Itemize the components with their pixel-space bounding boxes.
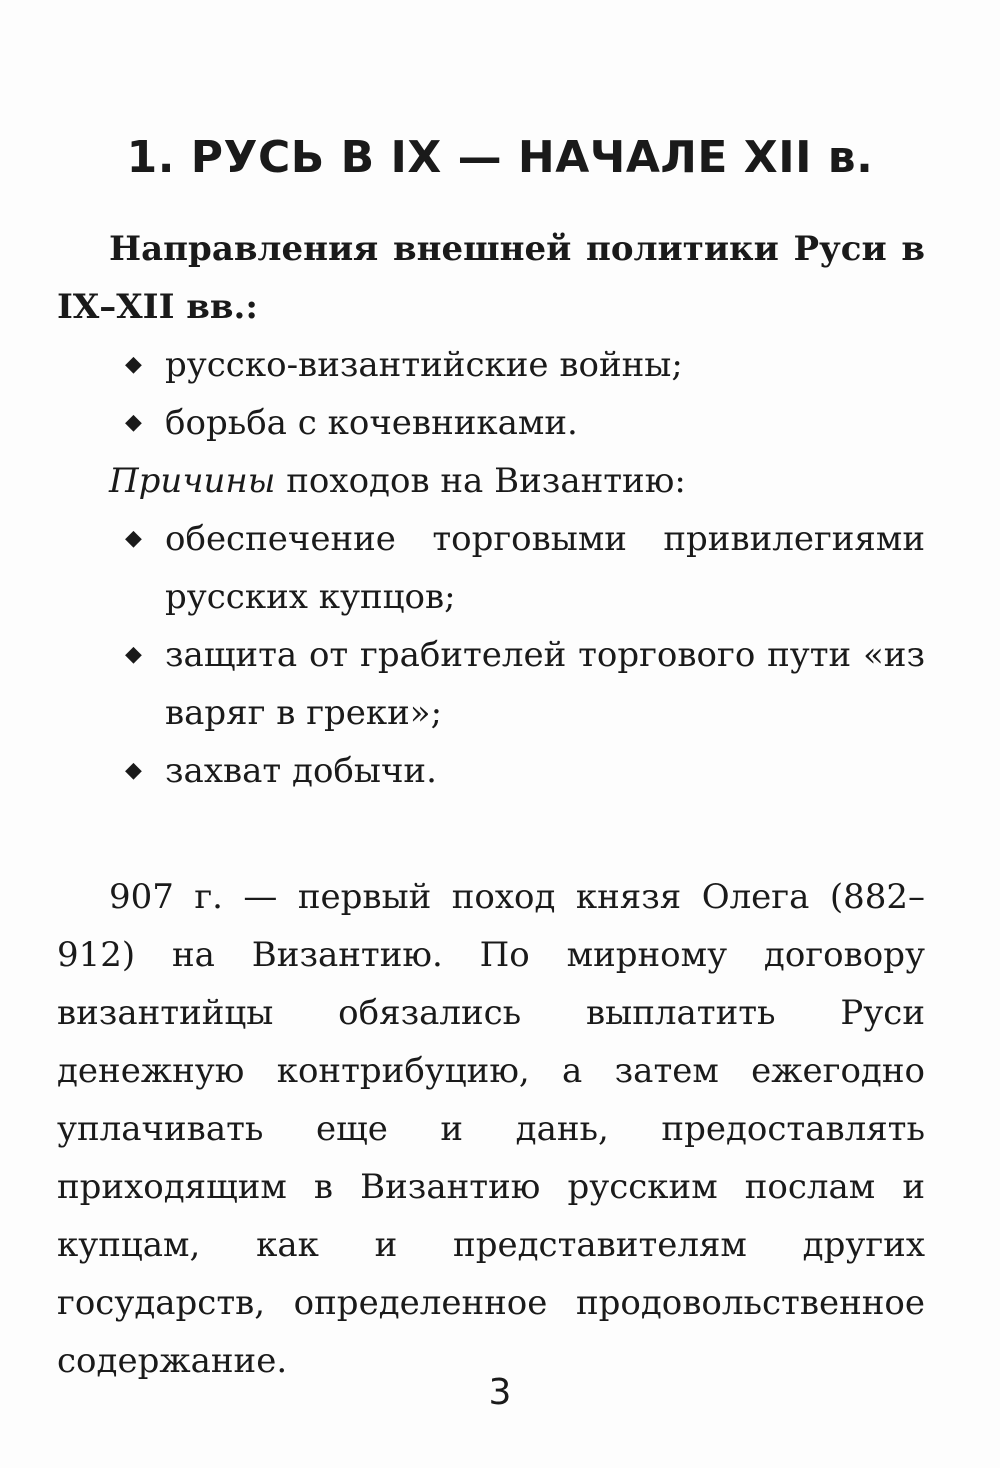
list-item bbox=[57, 510, 925, 626]
reasons-label-rest: походов на Византию: bbox=[275, 461, 686, 501]
list-item-text: захват добычи. bbox=[165, 751, 437, 791]
list-item bbox=[57, 626, 925, 742]
diamond-bullet-icon: ◆ bbox=[125, 526, 142, 551]
foreign-policy-heading: Направления внешней политики Руси в IX–XII вв.: bbox=[57, 229, 925, 327]
page-number: 3 bbox=[488, 1372, 512, 1413]
diamond-bullet-icon: ◆ bbox=[125, 410, 142, 435]
diamond-bullet-icon: ◆ bbox=[125, 642, 142, 667]
list-item-text: обеспечение торговыми привилегиями русских купцов; bbox=[165, 519, 925, 617]
diamond-bullet-icon: ◆ bbox=[125, 352, 142, 377]
list-item-text: русско-византийские войны; bbox=[165, 345, 683, 385]
list-item bbox=[57, 336, 925, 394]
list-item-text: защита от грабителей торгового пути «из варяг в греки»; bbox=[165, 635, 925, 733]
list-item-text: борьба с кочевниками. bbox=[165, 403, 578, 443]
campaign-reasons-list bbox=[57, 510, 925, 800]
campaign-reasons-label bbox=[57, 452, 925, 510]
oleg-campaign-paragraph: 907 г. — первый поход князя Олега (882–912) на Византию. По мирному договору византийцы обязались выплатить Руси денежную контрибуцию, а затем ежегодно уплачивать еще и дань, предоставлять приходящим в Византию русским послам и купцам, как и представителям других государств, определенное продовольственное содержание. bbox=[57, 877, 925, 1381]
list-item bbox=[57, 394, 925, 452]
diamond-bullet-icon: ◆ bbox=[125, 758, 142, 783]
foreign-policy-directions-list bbox=[57, 336, 925, 452]
list-item bbox=[57, 742, 925, 800]
reasons-label-italic: Причины bbox=[109, 461, 276, 501]
page-content bbox=[57, 220, 925, 1390]
chapter-title: 1. РУСЬ В IX — НАЧАЛЕ XII в. bbox=[126, 132, 874, 183]
